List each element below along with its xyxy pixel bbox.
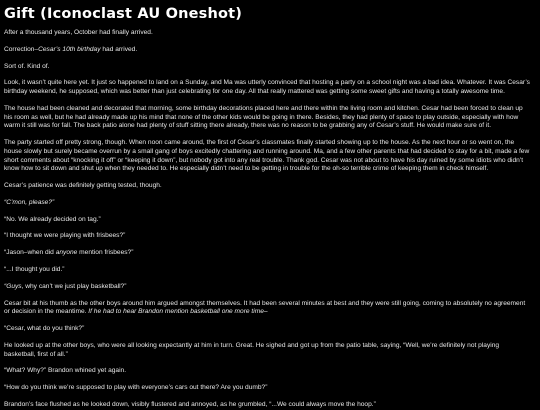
text-run: Brandon’s face flushed as he looked down, visibly flustered and annoyed, as he grumbled, “...We could always move the hoop.” — [4, 400, 376, 408]
text-run: “Jason–when did — [4, 249, 56, 257]
story-paragraph — [4, 300, 532, 318]
text-run: “I thought we were playing with frisbees?” — [4, 232, 126, 240]
italic-text: Cesar’s 10th birthday — [38, 45, 101, 53]
text-run: The party started off pretty strong, though. When noon came around, the first of Cesar’s classmates finally started showing up to the house. As the next hour or so went on, the house slowly but surely became overrun by a small gang of boys excitedly chattering and running around. Ma, and a few other parents that had decided to stay for a bit, made a few short comments about “knocking it off” or “keeping it down”, but nobody got into any real trouble. Thank god. Cesar was not about to have his day ruined by some idiots who didn’t know how to sit down and shut up when they needed to. He especially didn’t need to be getting in trouble for the oh-so terrible crime of keeping them in check himself. — [4, 139, 530, 173]
text-run: Sort of. Kind of. — [4, 62, 50, 70]
story-paragraph — [4, 232, 532, 241]
story-paragraph — [4, 216, 532, 225]
text-run: “Cesar, what do you think?” — [4, 325, 85, 333]
text-run: Cesar bit at his thumb as the other boys around him argued amongst themselves. It had been several minutes at best and they were still going, coming to absolutely no agreement or decision in the meantime. — [4, 299, 526, 316]
story-paragraph — [4, 182, 532, 191]
text-run: The house had been cleaned and decorated that morning, some birthday decorations placed here and there within the living room and kitchen. Cesar had been forced to clean up his room as well, but he had already made up his mind that none of the other kids would be going in there. Besides, they had plenty of space to play outside, especially with how warm it still was for fall. The back patio alone had plenty of stuff sitting there already, there was no reason to be grabbing any of Cesar’s stuff. He would make sure of it. — [4, 104, 523, 130]
story-paragraph — [4, 401, 532, 410]
text-run: had arrived. — [100, 45, 138, 53]
text-run: “...I thought you did.” — [4, 266, 65, 274]
story-paragraph — [4, 342, 532, 360]
text-run: Cesar’s patience was definitely getting tested, though. — [4, 182, 162, 190]
text-run: “No. We already decided on tag.” — [4, 215, 101, 223]
story-title: Gift (Iconoclast AU Oneshot) — [4, 6, 243, 22]
text-run: “How do you think we’re supposed to play with everyone’s cars out there? Are you dumb?” — [4, 384, 268, 392]
italic-text: anyone — [55, 249, 78, 257]
story-paragraph — [4, 325, 532, 334]
text-run: After a thousand years, October had finally arrived. — [4, 29, 153, 36]
story-paragraph — [4, 384, 532, 393]
text-run: mention frisbees?” — [77, 249, 134, 257]
text-run: “What? Why?” Brandon whined yet again. — [4, 367, 127, 375]
story-paragraph — [4, 105, 532, 131]
story-paragraph — [4, 79, 532, 97]
story-paragraph — [4, 199, 532, 208]
story-paragraph — [4, 266, 532, 275]
story-paragraph — [4, 139, 532, 174]
story-paragraph — [4, 63, 532, 72]
text-run: Correction– — [4, 45, 39, 53]
story-paragraph — [4, 249, 532, 258]
italic-text: “Guys — [4, 282, 22, 290]
story-paragraph — [4, 29, 532, 38]
story-body — [4, 29, 532, 410]
story-paragraph — [4, 46, 532, 55]
story-paragraph — [4, 283, 532, 292]
text-run: Look, it wasn’t quite here yet. It just so happened to land on a Sunday, and Ma was utterly convinced that hosting a party on a school night was a bad idea. Whatever. It was Cesar’s birthday weekend, he supposed, which was better than just celebrating for one day. All that really mattered was getting some sweet gifts and having a totally awesome time. — [4, 79, 530, 96]
text-run: He looked up at the other boys, who were all looking expectantly at him in turn. Great. He sighed and got up from the patio table, saying, “Well, we’re definitely not playing basketball, first of all.” — [4, 341, 500, 358]
italic-text: If he had to hear Brandon mention basketball one more time– — [88, 308, 268, 316]
italic-text: “C’mon, please?” — [4, 198, 55, 206]
story-paragraph — [4, 367, 532, 376]
text-run: , why can’t we just play basketball?” — [21, 282, 127, 290]
